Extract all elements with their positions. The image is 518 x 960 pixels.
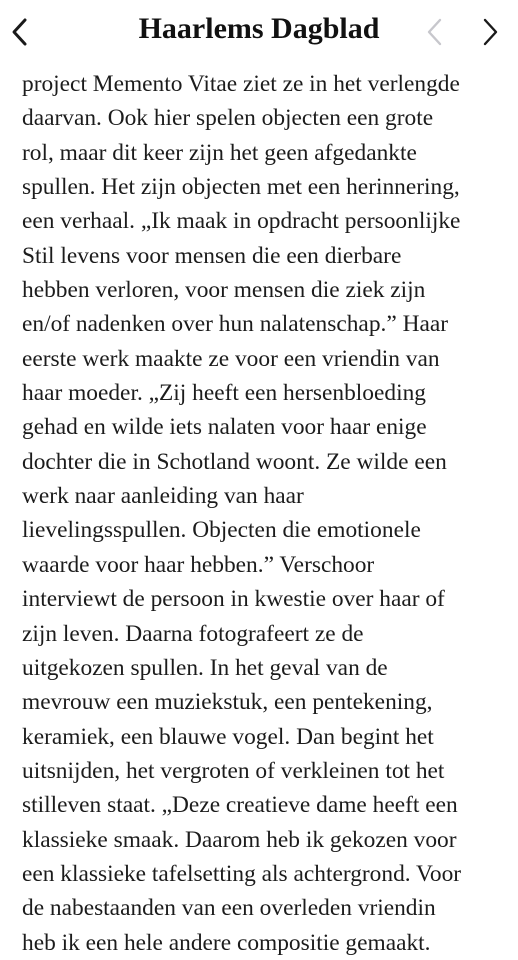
article-line: zijn leven. Daarna fotografeert ze de [22,620,364,647]
article-line: stilleven staat. „Deze creatieve dame heeft een [22,792,458,819]
article-line: de nabestaanden van een overleden vriendin [22,895,436,922]
article-line: daarvan. Ook hier spelen objecten een grote [22,105,434,132]
article-line: rol, maar dit keer zijn het geen afgedankte [22,139,417,166]
article-line: heb ik een hele andere compositie gemaakt. [22,929,431,956]
article-line: klassieke smaak. Daarom heb ik gekozen voor [22,826,457,853]
chevron-left-icon [425,17,445,47]
article-line: keramiek, een blauwe vogel. Dan begint het [22,723,434,750]
article-line: lievelingsspullen. Objecten die emotionele [22,517,421,544]
article-line: spullen. Het zijn objecten met een herinnering, [22,174,460,201]
article-line: gehad en wilde iets nalaten voor haar enige [22,414,427,441]
top-nav-bar [0,0,518,62]
article-line: haar moeder. „Zij heeft een hersenbloeding [22,380,426,407]
article-line: en/of nadenken over hun nalatenschap.” Haar [22,311,449,338]
article-line: eerste werk maakte ze voor een vriendin van [22,345,440,372]
article-line: project Memento Vitae ziet ze in het verlengde [22,71,460,97]
article-line: Stil levens voor mensen die een dierbare [22,242,402,269]
previous-page-button[interactable] [421,12,449,52]
article-line: mevrouw een muziekstuk, een pentekening, [22,689,433,716]
article-line: hebben verloren, voor mensen die ziek zijn [22,277,426,304]
article-line: uitsnijden, het vergroten of verkleinen tot het [22,757,445,784]
article-line: werk naar aanleiding van haar [22,483,304,510]
article-line: dochter die in Schotland woont. Ze wilde een [22,448,447,475]
article-line: waarde voor haar hebben.” Verschoor [22,551,375,578]
article-line: een verhaal. „Ik maak in opdracht persoonlijke [22,208,461,235]
chevron-right-icon [480,17,500,47]
article-line: een klassieke tafelsetting als achtergrond. Voor [22,860,462,887]
article-line: interviewt de persoon in kwestie over haar of [22,586,445,613]
article-body [22,67,512,960]
article-line: uitgekozen spullen. In het geval van de [22,654,388,681]
next-page-button[interactable] [476,12,504,52]
publication-title: Haarlems Dagblad [138,12,380,45]
